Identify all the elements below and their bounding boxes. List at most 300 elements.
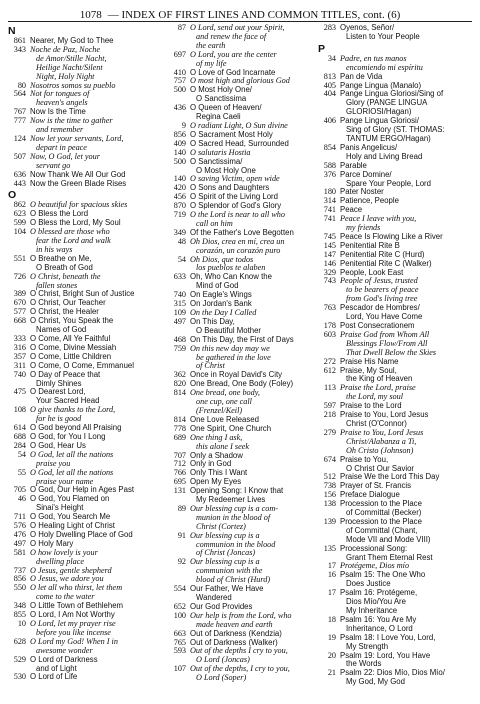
entry-line: On This Day, <box>190 316 235 326</box>
entry-line: People of Jesus, trusted <box>340 276 418 286</box>
hymn-number: 814 <box>173 414 186 424</box>
entry-line: O Dearest Lord, <box>30 387 86 397</box>
entry-line: O Breathe on Me, <box>30 253 92 263</box>
index-entry <box>318 55 474 73</box>
entry-line: O Come, Little Children <box>30 351 112 361</box>
entry-title <box>30 638 168 656</box>
entry-line: O God, Our Help in Ages Past <box>30 485 135 495</box>
hymn-number: 389 <box>13 289 26 299</box>
entry-title <box>30 255 168 273</box>
entry-line: Only This I Want <box>190 468 248 478</box>
entry-line: O Sacred Head, Surrounded <box>190 138 289 148</box>
entry-line: my friends <box>346 223 381 233</box>
hymn-number: 551 <box>13 253 26 263</box>
hymn-number: 54 <box>17 449 26 459</box>
hymn-number: 777 <box>13 116 26 126</box>
entry-line: One Love Released <box>190 414 259 424</box>
index-entry <box>8 673 168 682</box>
entry-line: Protégeme, Dios mío <box>340 561 410 571</box>
entry-title <box>30 135 168 153</box>
entry-line: Pange Lingua Gloriosi/Sing of <box>340 89 444 99</box>
hymn-number: 109 <box>173 308 186 317</box>
entry-line: made heaven and earth <box>196 619 273 629</box>
entry-title <box>340 117 474 144</box>
hymn-number: 9 <box>181 120 186 130</box>
entry-line: (Frenzel/Keil) <box>196 405 243 415</box>
entry-line: Praise the Lord, praise <box>340 383 416 393</box>
entry-line: Parce Domine/ <box>340 169 392 179</box>
entry-line: Spare Your People, Lord <box>346 178 431 188</box>
index-column-3 <box>318 24 474 702</box>
entry-line: O Christ Our Savior <box>346 463 415 473</box>
entry-line: People, Look East <box>340 267 404 277</box>
hymn-number: 856 <box>13 574 26 584</box>
hymn-number: 697 <box>173 49 186 59</box>
entry-line: communion in the blood <box>196 539 276 549</box>
hymn-number: 814 <box>173 388 186 398</box>
entry-line: Our help is from the Lord, who <box>190 610 292 620</box>
entry-title <box>340 171 474 189</box>
entry-line: Psalm 16: Protégeme, <box>340 588 418 598</box>
entry-line: Praise His Name <box>340 356 399 366</box>
entry-line: be gathered in the love <box>196 352 271 362</box>
hymn-number: 743 <box>323 276 336 286</box>
hymn-number: 316 <box>13 342 26 352</box>
hymn-number: 55 <box>17 467 26 477</box>
index-entry <box>318 24 474 42</box>
entry-title <box>190 318 318 336</box>
index-entry <box>8 406 168 424</box>
index-entry <box>8 135 168 153</box>
entry-title <box>190 104 318 122</box>
entry-line: O Love of God Incarnate <box>190 67 276 77</box>
entry-line: On the Day I Called <box>190 308 257 317</box>
entry-line: munion in the blood of <box>196 512 271 522</box>
hymn-number: 343 <box>13 44 26 54</box>
entry-line: servant go <box>36 160 71 170</box>
hymn-number: 362 <box>173 370 186 380</box>
entry-line: O Jesus, we adore you <box>30 574 104 584</box>
entry-line: Out of the depths, I cry to you, <box>190 664 290 674</box>
entry-line: Now the Green Blade Rises <box>30 178 127 188</box>
entry-line: O Bless the Lord <box>30 209 89 219</box>
entry-line: O beautiful for spacious skies <box>30 200 128 210</box>
entry-line: O Lord of Darkness <box>30 654 98 664</box>
entry-title <box>190 238 318 256</box>
entry-title <box>340 545 474 563</box>
entry-title <box>190 51 318 69</box>
entry-title <box>340 215 474 233</box>
entry-line: Pange Lingua Gloriosi/ <box>340 116 419 126</box>
entry-title <box>340 634 474 652</box>
entry-line: Only in God <box>190 459 232 469</box>
entry-line: Psalm 22: Dios Mío, Dios Mío/ <box>340 668 445 678</box>
index-entry <box>8 273 168 291</box>
entry-line: O Lord (Soper) <box>196 673 247 683</box>
entry-line: call on him <box>196 218 233 228</box>
index-entry <box>318 304 474 322</box>
hymn-number: 581 <box>13 547 26 557</box>
entry-line: depart in peace <box>36 142 87 152</box>
entry-line: Oh Dios, crea en mí, crea un <box>190 236 285 246</box>
entry-line: Nearer, My God to Thee <box>30 36 114 45</box>
entry-line: Only a Shadow <box>190 450 243 460</box>
entry-line: O most high and glorious God <box>190 76 290 86</box>
index-entry <box>318 215 474 233</box>
entry-line: That Dwell Below the Skies <box>346 347 437 357</box>
index-entry <box>318 456 474 474</box>
entry-line: Grant Them Eternal Rest <box>346 552 433 562</box>
entry-line: Open My Eyes <box>190 477 242 487</box>
entry-line: Oyenos, Señor/ <box>340 24 395 32</box>
hymn-number: 10 <box>17 619 26 628</box>
entry-line: one cup, one call <box>196 397 252 407</box>
index-entry <box>168 273 318 291</box>
hymn-number: 456 <box>173 192 186 202</box>
index-entry <box>168 505 318 532</box>
entry-title <box>190 487 318 505</box>
entry-title <box>30 46 168 82</box>
entry-line: Oh Dios, que todos <box>190 254 254 264</box>
entry-line: Praise God from Whom All <box>340 329 430 339</box>
entry-line: come to the water <box>36 592 95 602</box>
entry-line: Our God Provides <box>190 601 253 611</box>
hymn-number: 652 <box>173 601 186 611</box>
hymn-number: 348 <box>13 601 26 611</box>
entry-line: of my life <box>196 58 227 68</box>
entry-line: corazón, un corazón puro <box>196 245 281 255</box>
hymn-number: 507 <box>13 151 26 161</box>
entry-line: Wandered <box>196 593 232 602</box>
hymn-number: 588 <box>323 160 336 170</box>
hymn-number: 443 <box>13 178 26 188</box>
index-entry <box>168 665 318 683</box>
hymn-number: 757 <box>173 76 186 86</box>
entry-title <box>190 505 318 532</box>
entry-line: Post Consecrationem <box>340 321 415 330</box>
index-entry <box>318 277 474 304</box>
hymn-number: 17 <box>327 588 336 598</box>
entry-title <box>340 90 474 117</box>
index-entry <box>168 612 318 630</box>
hymn-number: 80 <box>17 80 26 90</box>
hymn-number: 688 <box>13 431 26 441</box>
hymn-number: 54 <box>177 254 186 264</box>
hymn-number: 91 <box>177 530 186 540</box>
entry-line: Now Thank We All Our God <box>30 169 126 179</box>
hymn-number: 92 <box>177 557 186 567</box>
index-entry <box>168 532 318 559</box>
entry-line: TANTUM ERGO/Hagan) <box>346 133 431 143</box>
hymn-number: 740 <box>173 290 186 300</box>
entry-line: communion with the <box>196 566 263 576</box>
section-letter: P <box>318 42 326 55</box>
entry-line: Mode VII and Mode VIII) <box>346 534 431 544</box>
entry-line: praise your name <box>36 476 94 486</box>
page-number: 1078 <box>79 9 102 21</box>
entry-line: O Come, All Ye Faithful <box>30 334 111 343</box>
hymn-number: 741 <box>323 214 336 224</box>
hymn-number: 124 <box>13 133 26 143</box>
entry-line: Praise to the Lord <box>340 401 402 411</box>
entry-line: Listen to Your People <box>346 31 420 41</box>
entry-line: On Eagle's Wings <box>190 290 252 300</box>
hymn-number: 147 <box>323 249 336 259</box>
hymn-number: 765 <box>173 637 186 647</box>
hymn-number: 614 <box>13 423 26 433</box>
entry-title <box>30 228 168 255</box>
hymn-number: 740 <box>13 369 26 379</box>
hymn-number: 46 <box>17 494 26 504</box>
entry-line: for he is good <box>36 414 82 424</box>
entry-line: O Christ, Our Teacher <box>30 298 106 308</box>
index-entry <box>8 180 168 189</box>
index-entry <box>318 429 474 456</box>
entry-line: fear the Lord and walk <box>36 236 111 246</box>
hymn-number: 18 <box>327 614 336 624</box>
hymn-number: 20 <box>327 650 336 660</box>
entry-line: Not for tongues of <box>30 89 90 99</box>
hymn-number: 89 <box>177 503 186 513</box>
hymn-number: 597 <box>323 401 336 411</box>
entry-line: Processional Song: <box>340 543 408 553</box>
section-letter: N <box>8 25 16 37</box>
entry-line: Panis Angelicus/ <box>340 142 398 152</box>
entry-title <box>190 389 318 416</box>
entry-title <box>30 117 168 135</box>
hymn-number: 512 <box>323 472 336 482</box>
index-entry <box>318 571 474 589</box>
hymn-number: 272 <box>323 356 336 366</box>
hymn-number: 113 <box>324 383 336 393</box>
hymn-number: 475 <box>13 387 26 397</box>
entry-title <box>30 317 168 335</box>
index-entry <box>8 46 168 82</box>
hymn-number: 550 <box>13 583 26 593</box>
hymn-number: 737 <box>13 565 26 575</box>
index-entry <box>318 669 474 687</box>
entry-line: O Lord, I Am Not Worthy <box>30 610 115 620</box>
entry-line: Praise We the Lord This Day <box>340 472 440 482</box>
entry-title <box>340 55 474 73</box>
entry-title <box>190 211 318 229</box>
entry-line: O Jesus, gentle shepherd <box>30 565 112 575</box>
entry-line: Now Is the Time <box>30 107 86 117</box>
entry-line: awesome wonder <box>36 645 93 655</box>
entry-line: of Committal (Becker) <box>346 508 422 518</box>
entry-line: Penitential Rite B <box>340 240 400 250</box>
index-entry <box>318 589 474 616</box>
entry-line: O how lovely is your <box>30 547 98 557</box>
entry-title <box>190 665 318 683</box>
index-entry <box>8 451 168 469</box>
hymn-number: 146 <box>323 258 336 268</box>
index-entry <box>318 616 474 634</box>
entry-line: My Redeemer Lives <box>196 495 266 505</box>
entry-title <box>30 469 168 487</box>
index-entry <box>8 638 168 656</box>
hymn-number: 564 <box>13 89 26 99</box>
entry-title <box>340 616 474 634</box>
entry-title <box>30 584 168 602</box>
entry-title <box>190 158 318 176</box>
entry-title <box>30 495 168 513</box>
entry-line: Out of Darkness (Walker) <box>190 637 278 647</box>
entry-line: Pan de Vida <box>340 71 383 81</box>
entry-line: Night, Holy Night <box>36 71 95 81</box>
hymn-number: 349 <box>173 227 186 237</box>
index-entry <box>318 171 474 189</box>
hymn-number: 668 <box>13 316 26 326</box>
index-entry <box>318 331 474 358</box>
entry-line: One bread, one body, <box>190 388 260 398</box>
hymn-number: 623 <box>13 209 26 219</box>
index-columns <box>8 24 474 702</box>
hymn-number: 854 <box>323 142 336 152</box>
entry-line: and of Light <box>36 663 77 673</box>
index-entry <box>168 158 318 176</box>
entry-line: in his ways <box>36 244 73 254</box>
entry-line: O God, Hear Us <box>30 440 86 450</box>
entry-line: Regina Caeli <box>196 112 241 122</box>
entry-line: One Spirit, One Church <box>190 423 272 433</box>
hymn-number: 870 <box>173 201 186 211</box>
entry-title <box>30 549 168 567</box>
entry-line: O Splendor of God's Glory <box>190 201 282 211</box>
entry-line: Praise to You, Lord Jesus <box>340 427 424 437</box>
hymn-number: 315 <box>173 299 186 309</box>
entry-line: O Lord, send out your Spirit, <box>190 24 285 32</box>
entry-line: Does Justice <box>346 579 391 589</box>
section-letter: O <box>8 189 17 202</box>
entry-line: O Christ, beneath the <box>30 271 101 281</box>
hymn-number: 405 <box>323 80 336 90</box>
hymn-number: 468 <box>173 334 186 344</box>
entry-line: Prayer of St. Francis <box>340 481 412 491</box>
hymn-number: 711 <box>14 512 26 522</box>
page-header <box>8 2 472 22</box>
entry-line: encomiendo mi espíritu <box>346 62 423 72</box>
entry-title <box>340 652 474 670</box>
entry-line: O Healing Light of Christ <box>30 521 115 531</box>
entry-line: the Words <box>346 659 382 669</box>
entry-line: O Sons and Daughters <box>190 183 270 193</box>
entry-title <box>30 180 168 189</box>
index-entry <box>318 144 474 162</box>
entry-line: Peace Is Flowing Like a River <box>340 231 443 241</box>
hymn-number: 178 <box>323 321 336 330</box>
entry-line: Opening Song: I Know that <box>190 486 284 496</box>
hymn-number: 674 <box>323 454 336 464</box>
entry-line: Mind of God <box>196 281 239 291</box>
entry-line: Nosotros somos su pueblo <box>30 80 116 90</box>
entry-line: Our blessing cup is a <box>190 530 260 540</box>
entry-title <box>30 406 168 424</box>
entry-title <box>340 518 474 545</box>
entry-title <box>340 411 474 429</box>
entry-title <box>190 345 318 372</box>
entry-line: of Committal (Chant, <box>346 525 418 535</box>
entry-line: O Queen of Heaven/ <box>190 103 262 113</box>
hymn-number: 34 <box>327 53 336 63</box>
entry-line: Padre, en tus manos <box>340 53 407 63</box>
entry-line: this alone I seek <box>196 441 249 451</box>
index-entry <box>168 104 318 122</box>
entry-line: and remember <box>36 125 84 135</box>
entry-line: O Come, O Come, Emmanuel <box>30 360 134 370</box>
entry-line: praise you <box>36 458 71 468</box>
entry-line: My Inheritance <box>346 606 398 615</box>
entry-line: O Sacrament Most Holy <box>190 129 273 139</box>
index-entry <box>168 558 318 585</box>
entry-line: O salutaris Hostia <box>190 147 251 157</box>
entry-line: O God, You Search Me <box>30 512 111 522</box>
entry-line: O blessed are those who <box>30 227 110 237</box>
entry-line: On this new day may we <box>190 343 270 353</box>
hymn-number: 107 <box>173 664 186 674</box>
hymn-number: 593 <box>173 646 186 656</box>
entry-line: O the Lord is near to all who <box>190 210 285 220</box>
hymn-number: 633 <box>173 272 186 282</box>
index-entry <box>8 153 168 171</box>
index-column-1 <box>8 24 168 702</box>
hymn-number: 497 <box>173 316 186 326</box>
entry-line: Your Sacred Head <box>36 396 100 406</box>
hymn-number: 767 <box>13 107 26 117</box>
entry-title <box>30 273 168 291</box>
hymn-number: 726 <box>13 271 26 281</box>
entry-line: the earth <box>196 40 226 50</box>
index-entry <box>8 317 168 335</box>
index-entry <box>318 545 474 563</box>
entry-line: Blessings Flow/From All <box>346 338 428 348</box>
entry-title <box>340 24 474 42</box>
entry-line: Christ (O'Connor) <box>346 418 407 428</box>
entry-line: O Most Holy One/ <box>190 85 252 95</box>
entry-title <box>30 620 168 638</box>
hymn-number: 284 <box>13 440 26 450</box>
entry-line: of Christ <box>196 361 225 371</box>
entry-line: O God, let all the nations <box>30 449 114 459</box>
entry-line: O Christ, Bright Sun of Justice <box>30 289 135 299</box>
entry-title <box>30 451 168 469</box>
entry-line: My Strength <box>346 641 389 651</box>
hymn-number: 603 <box>323 329 336 339</box>
entry-line: O God, You Flamed on <box>30 494 110 504</box>
entry-line: O Holy Mary <box>30 538 74 548</box>
entry-line: O let all who thirst, let them <box>30 583 123 593</box>
index-entry <box>8 620 168 638</box>
hymn-number: 279 <box>323 427 336 437</box>
hymn-number: 705 <box>13 485 26 495</box>
entry-title <box>190 434 318 452</box>
index-entry <box>168 211 318 229</box>
entry-line: heaven's angels <box>36 98 88 108</box>
entry-title <box>340 331 474 358</box>
entry-line: Names of God <box>36 325 87 335</box>
entry-line: Now let your servants, Lord, <box>30 133 124 143</box>
entry-title <box>190 24 318 51</box>
entry-line: Now is the time to gather <box>30 116 113 126</box>
entry-title <box>340 144 474 162</box>
entry-line: before you like incense <box>36 627 111 637</box>
hymn-number: 778 <box>173 423 186 433</box>
hymn-number: 599 <box>13 218 26 228</box>
hymn-number: 741 <box>323 205 336 215</box>
hymn-number: 745 <box>323 231 336 241</box>
entry-line: GLORIOSI/Hagan) <box>346 107 412 117</box>
hymn-number: 333 <box>13 334 26 343</box>
